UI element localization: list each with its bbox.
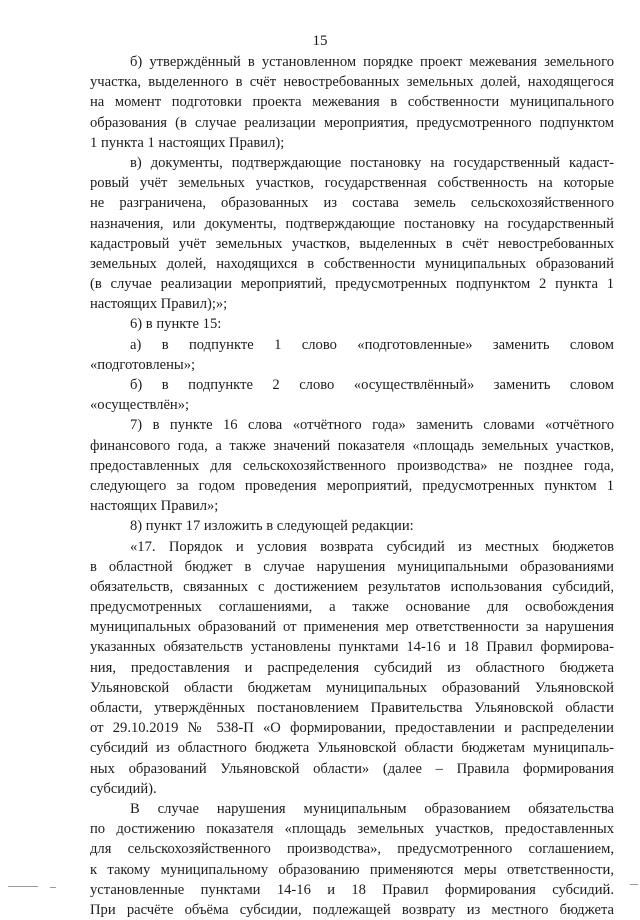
- text-line: земельных долей, находящихся в собственности муниципальных образований: [90, 255, 614, 272]
- text-line: к такому муниципальному образованию применяются меры ответственности,: [90, 861, 614, 878]
- page-number: 15: [312, 33, 328, 49]
- text-line: назначения, или документы, подтверждающие постановку на государственный: [90, 215, 614, 232]
- text-line: по достижению показателя «площадь земельных участков, предоставленных: [90, 821, 614, 838]
- text-line: предоставленных для сельскохозяйственного производства» не позднее года,: [90, 457, 614, 474]
- text-line: указанных обязательств установлены пунктами 14-16 и 18 Правил формирова-: [90, 639, 614, 656]
- text-line: не разграничена, образованных из состава земель сельскохозяйственного: [90, 195, 614, 212]
- text-line: от 29.10.2019 № 538-П «О формировании, предоставлении и распределении: [90, 720, 614, 737]
- text-line: на момент подготовки проекта межевания в собственности муниципального: [90, 94, 614, 111]
- text-line: настоящих Правил»;: [90, 498, 219, 515]
- text-line: участка, выделенного в счёт невостребованных земельных долей, находящегося: [90, 74, 614, 91]
- text-line: Ульяновской области бюджетам муниципальных образований Ульяновской: [90, 679, 614, 696]
- text-line: «осуществлён»;: [90, 397, 190, 414]
- text-line: предусмотренных соглашениями, а также основание для освобождения: [90, 599, 614, 616]
- text-line: в) документы, подтверждающие постановку на государственный кадаст-: [130, 154, 614, 171]
- text-line: «17. Порядок и условия возврата субсидий из местных бюджетов: [130, 538, 614, 555]
- text-line: в областной бюджет в случае нарушения муниципальными образованиями: [90, 558, 614, 575]
- text-line: образования (в случае реализации мероприятия, предусмотренного подпунктом: [90, 114, 614, 131]
- text-line: б) в подпункте 2 слово «осуществлённый» заменить словом: [130, 377, 614, 393]
- text-line: 8) пункт 17 изложить в следующей редакции:: [130, 518, 414, 535]
- text-line: 7) в пункте 16 слова «отчётного года» заменить словами «отчётного: [130, 417, 614, 434]
- text-line: области, утверждённых постановлением Правительства Ульяновской области: [90, 700, 614, 716]
- text-line: В случае нарушения муниципальным образованием обязательства: [130, 800, 614, 817]
- text-line: (в случае реализации мероприятий, предусмотренных подпунктом 2 пункта 1: [90, 276, 614, 293]
- text-line: а) в подпункте 1 слово «подготовленные» заменить словом: [130, 336, 614, 353]
- text-line: установленные пунктами 14-16 и 18 Правил формирования субсидий.: [90, 881, 614, 898]
- scan-artifact: [630, 884, 638, 885]
- text-line: муниципальных образований от применения мер ответственности за нарушения: [90, 619, 614, 636]
- text-line: субсидий из областного бюджета Ульяновской области бюджетам муниципаль-: [90, 740, 614, 757]
- text-line: обязательств, связанных с достижением результатов использования субсидий,: [90, 578, 614, 595]
- text-line: 1 пункта 1 настоящих Правил);: [90, 134, 285, 151]
- scan-artifact: [50, 887, 56, 888]
- text-line: ровый учёт земельных участков, государственная собственность на которые: [90, 175, 614, 192]
- text-line: 6) в пункте 15:: [130, 316, 222, 333]
- text-line: финансового года, а также значений показателя «площадь земельных участков,: [90, 437, 614, 454]
- text-line: При расчёте объёма субсидии, подлежащей возврату из местного бюджета: [90, 901, 614, 918]
- text-line: для сельскохозяйственного производства», предусмотренного соглашением,: [90, 841, 614, 858]
- text-line: «подготовлены»;: [90, 356, 196, 373]
- text-line: следующего за годом проведения мероприятий, предусмотренных пунктом 1: [90, 477, 614, 494]
- scan-artifact: [8, 886, 38, 887]
- text-line: кадастровый учёт земельных участков, выделенных в счёт невостребованных: [90, 235, 614, 252]
- text-line: ния, предоставления и распределения субсидий из областного бюджета: [90, 659, 614, 676]
- document-body: [90, 52, 614, 920]
- text-line: ных образований Ульяновской области» (далее – Правила формирования: [90, 760, 614, 777]
- text-line: субсидий).: [90, 780, 157, 797]
- text-line: б) утверждённый в установленном порядке проект межевания земельного: [130, 54, 614, 70]
- text-line: настоящих Правил);»;: [90, 296, 228, 313]
